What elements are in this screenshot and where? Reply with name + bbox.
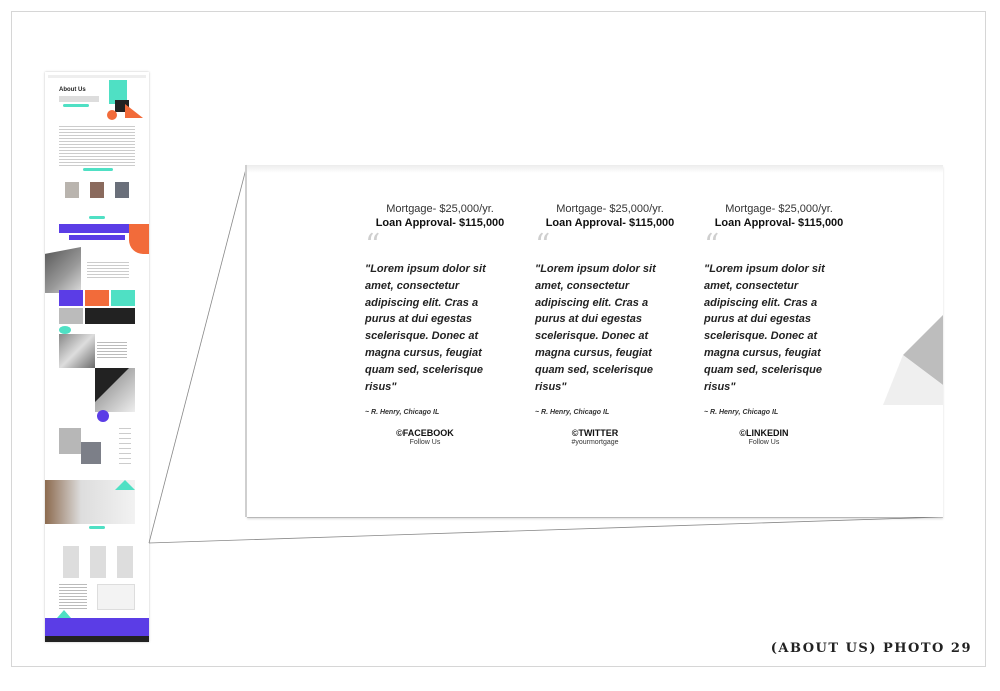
quote-icon: “ [365, 228, 381, 263]
social-link-facebook[interactable]: ©FACEBOOK [396, 428, 454, 439]
testimonial-author: ~ R. Henry, Chicago IL [704, 409, 779, 417]
testimonial-quote: "Lorem ipsum dolor sit amet, consectetur adipiscing elit. Cras a purus at dui egestas scelerisque. Donec at magna cursus, feugiat quam sed, scelerisque risus" [535, 263, 656, 393]
loan-approval: Loan Approval- $115,000 [714, 217, 844, 229]
thumb-purple-bar [69, 235, 125, 240]
decorative-corner-shape [883, 315, 943, 405]
thumb-box-teal [111, 290, 135, 306]
thumb-form-text [59, 584, 87, 610]
thumb-heading: About Us [59, 87, 86, 93]
thumb-mid-text [87, 262, 129, 280]
thumb-hero-text [59, 96, 99, 102]
panel-top-shade [247, 165, 943, 173]
zoomed-testimonials [247, 165, 943, 517]
thumb-purple-circle [97, 410, 109, 422]
thumb-photo-keyboard [45, 247, 81, 293]
thumb-form [97, 584, 135, 610]
thumb-photo-meeting [59, 334, 95, 368]
thumb-box-purple [59, 290, 83, 306]
thumb-stats [119, 428, 131, 464]
thumb-box-dark [85, 308, 135, 324]
thumb-teal-circle [59, 326, 71, 334]
thumb-body-text [59, 126, 135, 166]
testimonial-quote: "Lorem ipsum dolor sit amet, consectetur adipiscing elit. Cras a purus at dui egestas scelerisque. Donec at magna cursus, feugiat quam sed, scelerisque risus" [365, 263, 486, 393]
testimonial-card [704, 203, 854, 446]
thumb-purple-band [59, 224, 137, 233]
testimonial-card [365, 203, 515, 446]
thumb-orange-shape [129, 224, 149, 254]
mortgage-label: Mortgage- $25,000/yr. [556, 203, 664, 215]
thumb-box-orange [85, 290, 109, 306]
thumb-wide-btn [89, 526, 105, 529]
testimonial-quote: "Lorem ipsum dolor sit amet, consectetur adipiscing elit. Cras a purus at dui egestas scelerisque. Donec at magna cursus, feugiat quam sed, scelerisque risus" [704, 263, 825, 393]
thumb-team-2 [90, 182, 104, 198]
social-hashtag: #yourmortgage [571, 439, 619, 447]
thumb-hero-circle [107, 110, 117, 120]
thumb-hero-shape-orange [125, 104, 143, 118]
thumb-nav [48, 75, 146, 78]
thumb-footer-bottom [45, 636, 149, 642]
loan-approval: Loan Approval- $115,000 [545, 217, 675, 229]
social-follow-text: Follow Us [748, 439, 780, 447]
thumb-photo-laptop [81, 442, 101, 464]
quote-icon: “ [704, 228, 720, 263]
thumb-team-3 [115, 182, 129, 198]
social-link-twitter[interactable]: ©TWITTER [571, 428, 619, 439]
thumb-photo-building [95, 368, 135, 412]
thumb-why-text [97, 342, 127, 358]
thumb-testimonials [59, 546, 139, 578]
thumb-team-btn [89, 216, 105, 219]
testimonial-author: ~ R. Henry, Chicago IL [365, 409, 440, 417]
thumb-cta [83, 168, 113, 171]
loan-approval: Loan Approval- $115,000 [375, 217, 505, 229]
social-link-linkedin[interactable]: ©LINKEDIN [739, 428, 789, 439]
thumb-footer-triangle [57, 610, 71, 618]
social-follow-text: Follow Us [409, 439, 441, 447]
mortgage-label: Mortgage- $25,000/yr. [386, 203, 494, 215]
quote-icon: “ [535, 228, 551, 263]
thumb-photo-desk [59, 428, 81, 454]
page-thumbnail [45, 72, 149, 642]
thumb-footer [45, 618, 149, 636]
thumb-team-1 [65, 182, 79, 198]
testimonial-author: ~ R. Henry, Chicago IL [535, 409, 610, 417]
photo-caption: (ABOUT US) PHOTO 29 [770, 641, 972, 656]
thumb-box-gray [59, 308, 83, 324]
mortgage-label: Mortgage- $25,000/yr. [725, 203, 833, 215]
thumb-hero-button [63, 104, 89, 107]
testimonial-card [535, 203, 685, 446]
